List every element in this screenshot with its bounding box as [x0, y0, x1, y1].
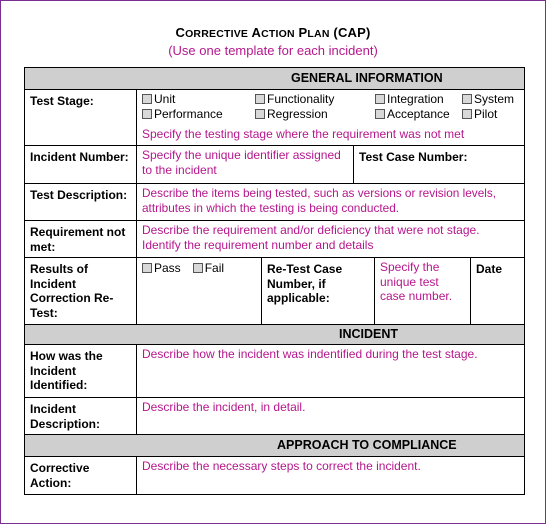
corrective-action-field[interactable]: Describe the necessary steps to correct the incident. — [137, 457, 525, 495]
checkbox-icon[interactable] — [142, 94, 152, 104]
requirement-not-met-field[interactable]: Describe the requirement and/or deficiency that were not stage. Identify the requirement number and details — [137, 221, 525, 258]
date-field[interactable]: Date — [471, 258, 525, 325]
corrective-action-label: Corrective Action: — [25, 457, 137, 495]
checkbox-icon[interactable] — [462, 94, 472, 104]
stage-option-pilot[interactable]: Pilot — [462, 107, 522, 122]
results-pass-fail-cell — [137, 258, 262, 325]
test-stage-label: Test Stage: — [25, 90, 137, 146]
incident-description-field[interactable]: Describe the incident, in detail. — [137, 398, 525, 435]
incident-number-field[interactable]: Specify the unique identifier assigned to the incident — [137, 146, 354, 184]
section-header-general: GENERAL INFORMATION — [25, 68, 525, 90]
test-description-field[interactable]: Describe the items being tested, such as versions or revision levels, attributes in which the testing is being conducted. — [137, 184, 525, 221]
checkbox-icon[interactable] — [462, 109, 472, 119]
section-header-incident: INCIDENT — [25, 325, 525, 345]
checkbox-icon[interactable] — [375, 94, 385, 104]
page-title: CORRECTIVE ACTION PLAN (CAP) — [175, 25, 371, 40]
stage-option-performance[interactable]: Performance — [142, 107, 255, 122]
result-option-fail[interactable]: Fail — [193, 261, 224, 276]
stage-option-regression[interactable]: Regression — [255, 107, 375, 122]
test-case-number-field[interactable]: Test Case Number: — [354, 146, 525, 184]
retest-case-number-field[interactable]: Specify the unique test case number. — [375, 258, 471, 325]
test-description-label: Test Description: — [25, 184, 137, 221]
retest-case-number-label: Re-Test Case Number, if applicable: — [262, 258, 375, 325]
stage-option-functionality[interactable]: Functionality — [255, 92, 375, 107]
test-stage-cell — [137, 90, 525, 146]
test-stage-hint[interactable]: Specify the testing stage where the requirement was not met — [142, 127, 465, 141]
checkbox-icon[interactable] — [255, 109, 265, 119]
result-option-pass[interactable]: Pass — [142, 261, 181, 276]
stage-option-unit[interactable]: Unit — [142, 92, 255, 107]
section-header-approach: APPROACH TO COMPLIANCE — [25, 435, 525, 457]
how-identified-label: How was the Incident Identified: — [25, 345, 137, 398]
checkbox-icon[interactable] — [142, 109, 152, 119]
cap-form-table — [24, 67, 525, 495]
checkbox-icon[interactable] — [142, 263, 152, 273]
incident-number-label: Incident Number: — [25, 146, 137, 184]
requirement-not-met-label: Requirement not met: — [25, 221, 137, 258]
page-subtitle: (Use one template for each incident) — [168, 43, 378, 58]
results-label: Results of Incident Correction Re-Test: — [25, 258, 137, 325]
stage-option-acceptance[interactable]: Acceptance — [375, 107, 462, 122]
how-identified-field[interactable]: Describe how the incident was indentified during the test stage. — [137, 345, 525, 398]
stage-option-integration[interactable]: Integration — [375, 92, 462, 107]
stage-option-system[interactable]: System — [462, 92, 522, 107]
test-stage-options — [142, 92, 519, 121]
checkbox-icon[interactable] — [375, 109, 385, 119]
checkbox-icon[interactable] — [193, 263, 203, 273]
checkbox-icon[interactable] — [255, 94, 265, 104]
incident-description-label: Incident Description: — [25, 398, 137, 435]
